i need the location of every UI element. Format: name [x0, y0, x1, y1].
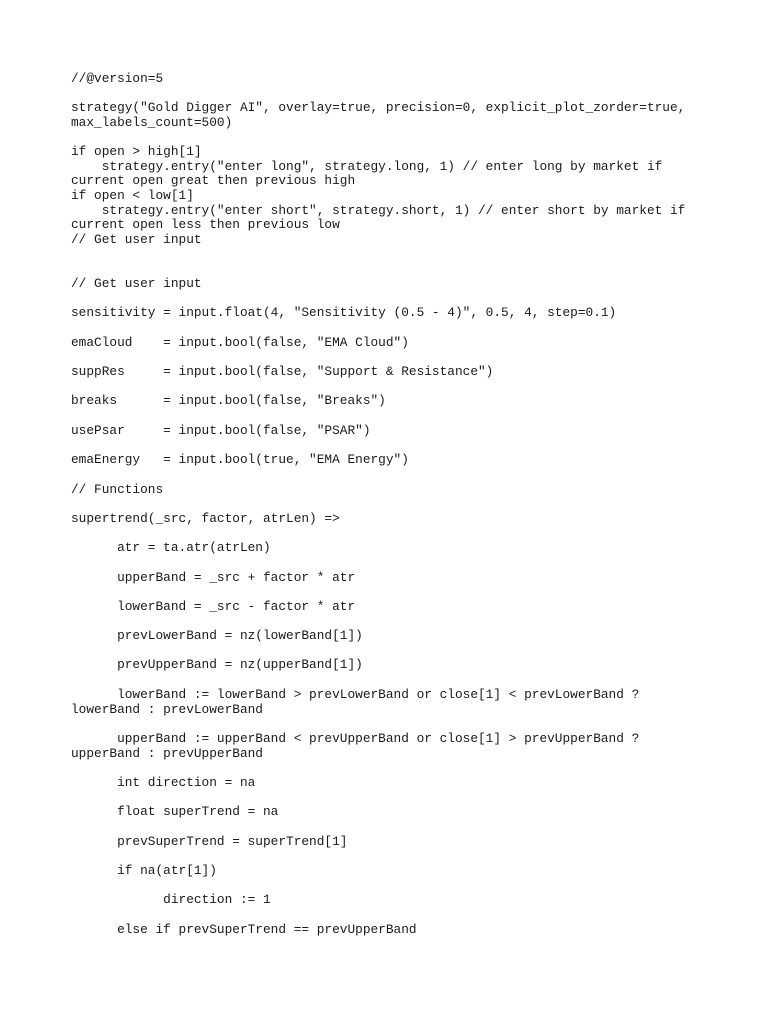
code-line: direction := 1 — [71, 892, 271, 907]
code-line: emaCloud = input.bool(false, "EMA Cloud") — [71, 335, 409, 350]
code-line: prevUpperBand = nz(upperBand[1]) — [71, 657, 363, 672]
code-line: max_labels_count=500) — [71, 115, 233, 130]
code-line: supertrend(_src, factor, atrLen) => — [71, 511, 340, 526]
code-line: lowerBand = _src - factor * atr — [71, 599, 356, 614]
code-line: upperBand := upperBand < prevUpperBand or close[1] > prevUpperBand ? — [71, 731, 640, 746]
code-line: strategy.entry("enter short", strategy.short, 1) // enter short by market if — [71, 203, 686, 218]
code-line: // Get user input — [71, 276, 202, 291]
code-line: sensitivity = input.float(4, "Sensitivity (0.5 - 4)", 0.5, 4, step=0.1) — [71, 305, 617, 320]
code-line: //@version=5 — [71, 71, 164, 86]
code-line: lowerBand := lowerBand > prevLowerBand or close[1] < prevLowerBand ? — [71, 687, 640, 702]
code-line: if open > high[1] — [71, 144, 202, 159]
code-line: else if prevSuperTrend == prevUpperBand — [71, 922, 417, 937]
code-line: upperBand = _src + factor * atr — [71, 570, 356, 585]
code-line: prevSuperTrend = superTrend[1] — [71, 834, 348, 849]
code-line: float superTrend = na — [71, 804, 279, 819]
code-line: current open less then previous low — [71, 217, 340, 232]
code-line: if na(atr[1]) — [71, 863, 217, 878]
code-line: prevLowerBand = nz(lowerBand[1]) — [71, 628, 363, 643]
code-line: usePsar = input.bool(false, "PSAR") — [71, 423, 371, 438]
code-line: breaks = input.bool(false, "Breaks") — [71, 393, 386, 408]
code-line: // Functions — [71, 482, 164, 497]
code-line: if open < low[1] — [71, 188, 194, 203]
code-line: // Get user input — [71, 232, 202, 247]
code-line: strategy.entry("enter long", strategy.long, 1) // enter long by market if — [71, 159, 663, 174]
code-line: lowerBand : prevLowerBand — [71, 702, 263, 717]
code-line: current open great then previous high — [71, 173, 356, 188]
code-line: emaEnergy = input.bool(true, "EMA Energy") — [71, 452, 409, 467]
code-line: atr = ta.atr(atrLen) — [71, 540, 271, 555]
code-line: strategy("Gold Digger AI", overlay=true, precision=0, explicit_plot_zorder=true, — [71, 100, 686, 115]
code-line: int direction = na — [71, 775, 256, 790]
code-line: upperBand : prevUpperBand — [71, 746, 263, 761]
code-line: suppRes = input.bool(false, "Support & Resistance") — [71, 364, 494, 379]
